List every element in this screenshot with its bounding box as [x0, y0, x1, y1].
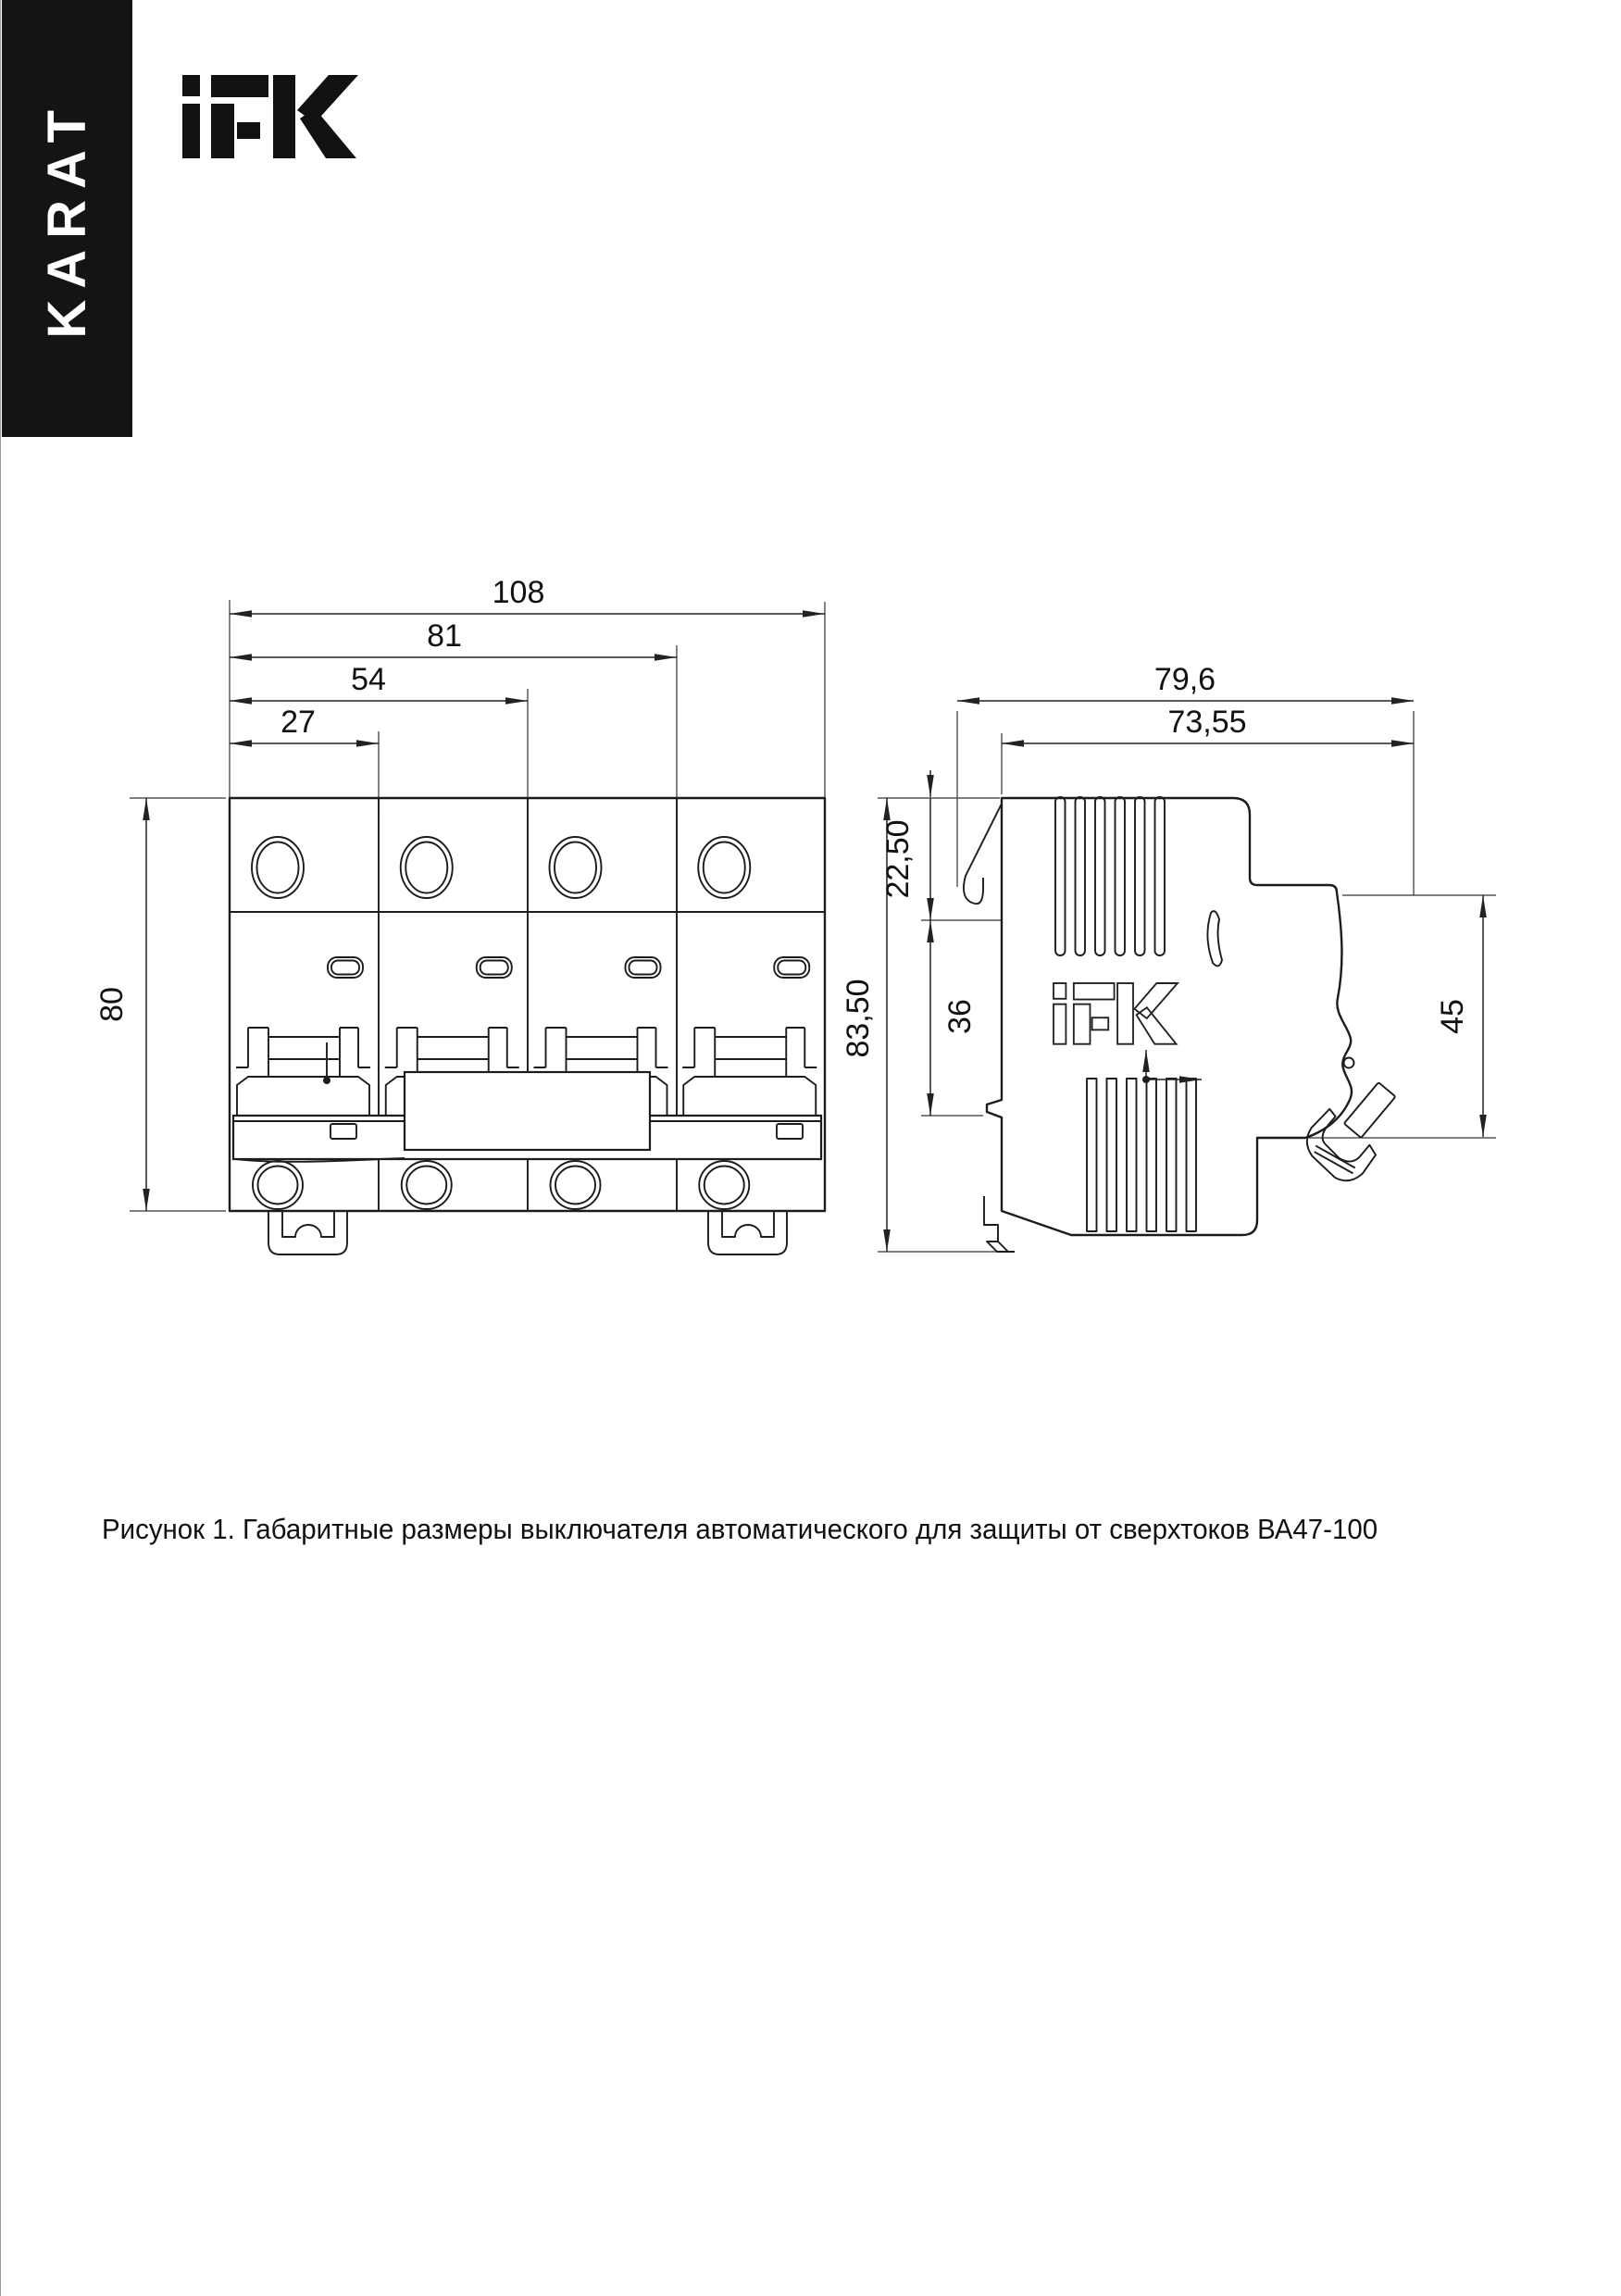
- dim-front-width-27: 27: [281, 705, 316, 740]
- banner-label: KARAT: [36, 98, 97, 339]
- figure-caption: [102, 1513, 1421, 1546]
- front-view: [94, 575, 825, 1254]
- dim-side-depth-body: 73,55: [1167, 705, 1247, 740]
- dim-front-width-81: 81: [427, 618, 462, 654]
- dim-front-width-54: 54: [351, 662, 386, 697]
- terminal-screw-clamp: [1297, 1068, 1415, 1190]
- dim-front-total-width: 108: [492, 575, 545, 610]
- dim-side-height-total: 83,50: [841, 979, 876, 1058]
- iek-logo: [182, 75, 358, 158]
- side-view: [841, 662, 1496, 1252]
- dim-side-front-height: 45: [1435, 999, 1470, 1034]
- central-interlock-plate: [405, 1072, 650, 1150]
- iek-logo-side: [1054, 983, 1178, 1044]
- dim-side-mid-offset: 36: [942, 999, 978, 1034]
- figure-caption-text: Рисунок 1. Габаритные размеры выключателя автоматического для защиты от сверхтоков ВА47-100: [102, 1513, 1378, 1545]
- dim-side-top-offset: 22,50: [880, 819, 916, 899]
- dim-front-height: 80: [94, 987, 130, 1022]
- dim-side-depth-total: 79,6: [1153, 662, 1216, 697]
